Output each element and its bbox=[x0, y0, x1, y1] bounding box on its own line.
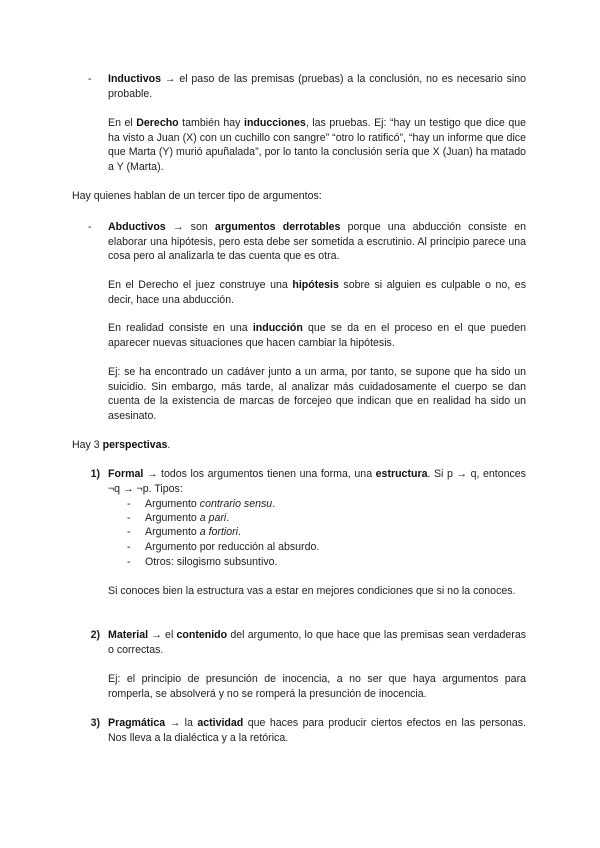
pragmatica-term: Pragmática bbox=[108, 717, 166, 729]
abductivos-paragraph: Abductivos → son argumentos derrotables porque una abducción consiste en elaborar una hipótesis, pero esta debe ser sometida a escrutinio. Al principio parece una cosa pero al analizarla te das cuenta que es otra. bbox=[108, 221, 526, 263]
list-number: 1) bbox=[90, 468, 100, 480]
formal-type-item: Otros: silogismo subsuntivo. bbox=[145, 556, 278, 568]
juez-paragraph: En el Derecho el juez construye una hipótesis sobre si alguien es culpable o no, es decir, hace una abducción. bbox=[108, 279, 526, 306]
material-term: Material bbox=[108, 629, 149, 641]
list-number: 3) bbox=[90, 717, 100, 729]
sub-bullet-dash: - bbox=[127, 556, 131, 568]
material-example-paragraph: Ej: el principio de presunción de inocencia, a no ser que haya argumentos para romperla, se absolverá y no se romperá la presunción de inocencia. bbox=[108, 673, 526, 700]
formal-type-item: Argumento a fortiori. bbox=[145, 526, 241, 538]
tercer-tipo-paragraph: Hay quienes hablan de un tercer tipo de argumentos: bbox=[72, 190, 322, 202]
bullet-dash: - bbox=[88, 73, 92, 85]
sub-bullet-dash: - bbox=[127, 526, 131, 538]
bullet-dash: - bbox=[88, 221, 92, 233]
perspectivas-heading: Hay 3 perspectivas. bbox=[72, 439, 171, 451]
cadaver-example-paragraph: Ej: se ha encontrado un cadáver junto a un arma, por tanto, se supone que ha sido un suicidio. Sin embargo, más tarde, al analizar más cuidadosamente el cuerpo se dan cuenta de la existencia de marcas de forcejeo que indican que en realidad ha sido un asesinato. bbox=[108, 366, 526, 422]
formal-note-paragraph: Si conoces bien la estructura vas a estar en mejores condiciones que si no la conoces. bbox=[108, 585, 516, 597]
sub-bullet-dash: - bbox=[127, 512, 131, 524]
sub-bullet-dash: - bbox=[127, 541, 131, 553]
pragmatica-paragraph: Pragmática → la actividad que haces para producir ciertos efectos en las personas. Nos lleva a la dialéctica y a la retórica. bbox=[108, 717, 527, 744]
derecho-induccion-paragraph: En el Derecho también hay inducciones, las pruebas. Ej: “hay un testigo que dice que ha visto a Juan (X) con un cuchillo con sangre” “otro lo ratificó”, “hay un informe que dice que Marta (Y) murió apuñalada”, por lo tanto la conclusión sería que X (Juan) ha matado a Y (Marta). bbox=[108, 117, 526, 173]
formal-term: Formal bbox=[108, 468, 144, 480]
formal-type-item: Argumento contrario sensu. bbox=[145, 498, 276, 510]
list-number: 2) bbox=[90, 629, 100, 641]
formal-type-item: Argumento a pari. bbox=[145, 512, 230, 524]
formal-type-item: Argumento por reducción al absurdo. bbox=[145, 541, 320, 553]
sub-bullet-dash: - bbox=[127, 498, 131, 510]
realidad-paragraph: En realidad consiste en una inducción que se da en el proceso en el que pueden aparecer nuevas situaciones que hacen cambiar la hipótesis. bbox=[108, 322, 526, 349]
material-paragraph: Material → el contenido del argumento, lo que hace que las premisas sean verdaderas o correctas. bbox=[108, 629, 527, 656]
formal-paragraph: Formal → todos los argumentos tienen una forma, una estructura. Si p → q, entonces ¬q → ¬p. Tipos: bbox=[108, 468, 526, 495]
inductivos-term: Inductivos bbox=[108, 73, 161, 85]
inductivos-paragraph: Inductivos → el paso de las premisas (pruebas) a la conclusión, no es necesario sino probable. bbox=[108, 73, 527, 100]
abductivos-term: Abductivos bbox=[108, 221, 166, 233]
